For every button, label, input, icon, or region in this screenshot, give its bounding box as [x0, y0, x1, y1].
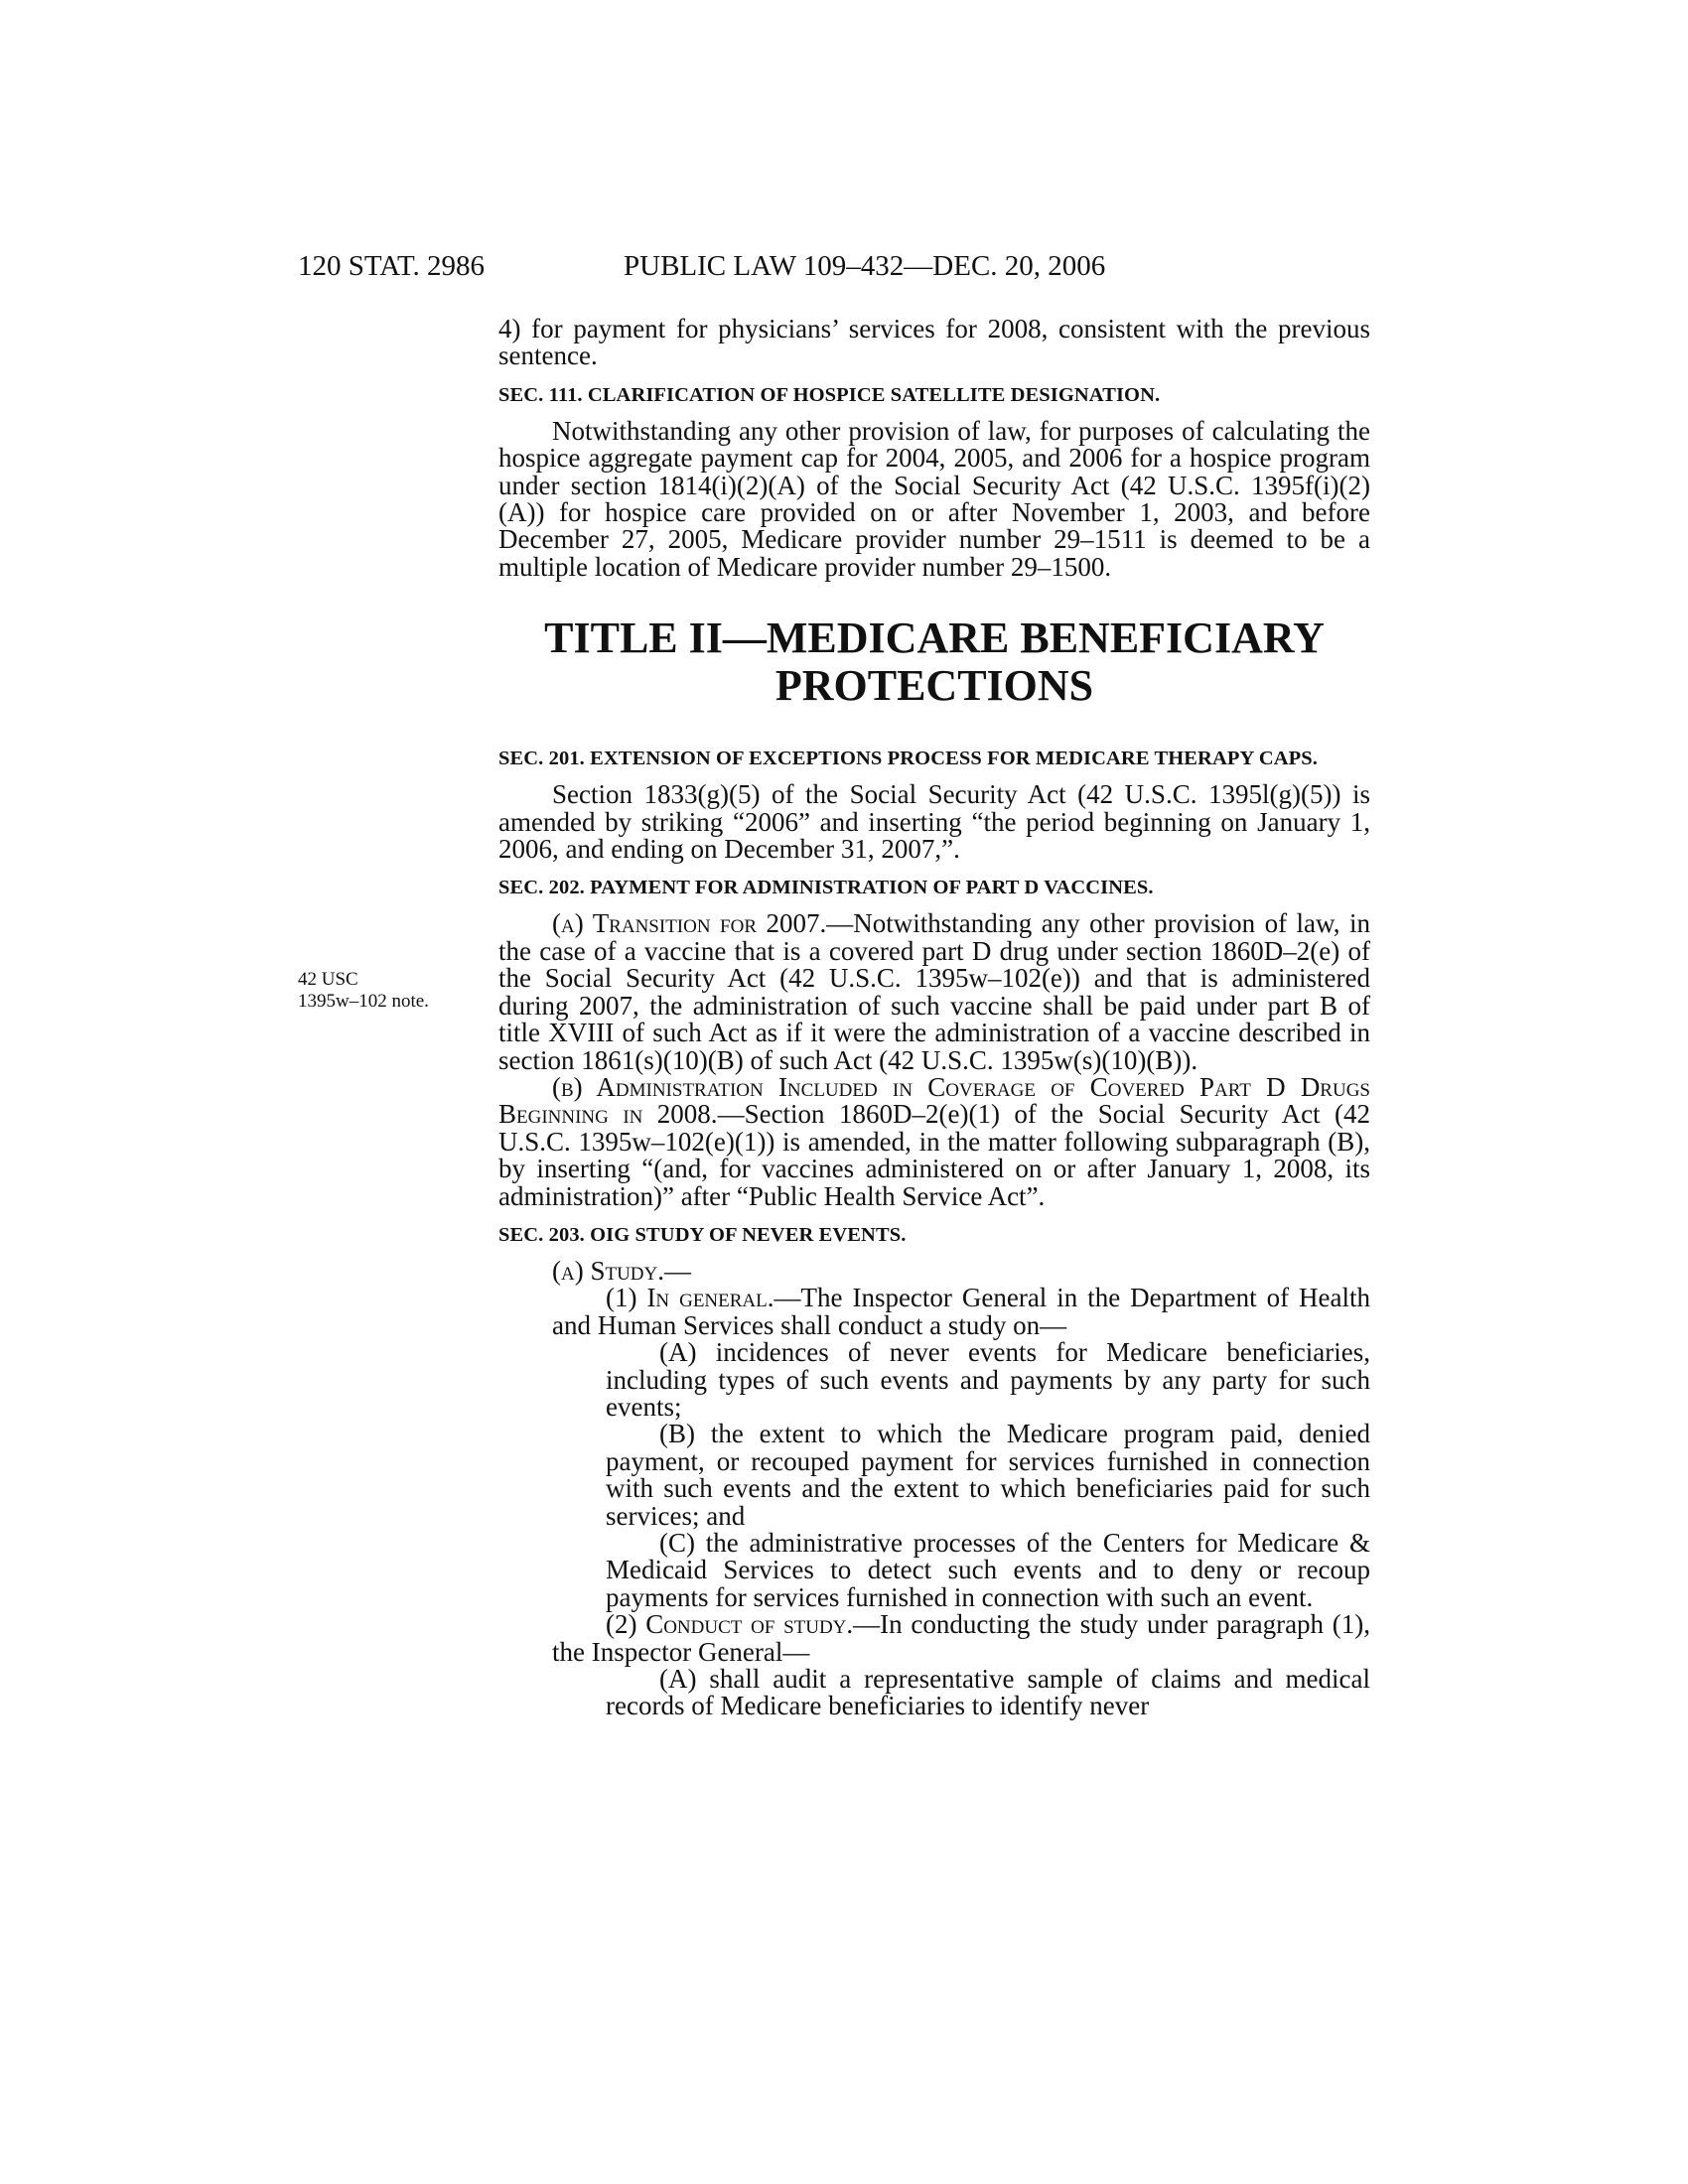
sec-202-subsection-b: [498, 1071, 1370, 1211]
title-ii-heading: [498, 614, 1370, 710]
subparagraph-b: (B) the extent to which the Medicare program paid, denied payment, or recouped payment for services furnished in connection with such events and the extent to which beneficiaries paid for such services; and: [606, 1419, 1370, 1531]
subsection-a-label: (a) Transition for 2007.: [552, 908, 827, 939]
public-law-citation: PUBLIC LAW 109–432—DEC. 20, 2006: [624, 250, 1106, 282]
paragraph-2-subparagraph-a: (A) shall audit a representative sample of claims and medical records of Medicare beneficiaries to identify never: [606, 1664, 1370, 1721]
study-dash: —: [664, 1255, 691, 1286]
sec-202-heading: SEC. 202. PAYMENT FOR ADMINISTRATION OF PART D VACCINES.: [498, 877, 1154, 899]
in-general-text: —The Inspector General in the Department of Health and Human Services shall conduct a study on—: [552, 1283, 1370, 1340]
margin-note-usc: [298, 969, 487, 1013]
margin-note-line: 42 USC: [298, 969, 358, 990]
title-ii-line1: TITLE II—MEDICARE BENEFICIARY: [544, 614, 1325, 663]
title-ii-line2: PROTECTIONS: [774, 661, 1094, 711]
paragraph-2: [498, 1611, 1370, 1666]
subsection-a-text: —Notwithstanding any other provision of law, in the case of a vaccine that is a covered part D drug under section 1860D–2(e) of the Social Security Act (42 U.S.C. 1395w–102(e)) and that is administered during 2007, the administration of such vaccine shall be paid under part B of title XVIII of such Act as if it were the administration of a vaccine described in section 1861(s)(10)(B) of such Act (42 U.S.C. 1395w(s)(10)(B)).: [498, 908, 1370, 1075]
sec-203-heading: SEC. 203. OIG STUDY OF NEVER EVENTS.: [498, 1223, 907, 1246]
conduct-of-study-text: —In conducting the study under paragraph (1), the Inspector General—: [552, 1609, 1370, 1667]
sec-111-text: Notwithstanding any other provision of law, for purposes of calculating the hospice aggregate payment cap for 2004, 2005, and 2006 for a hospice program under section 1814(i)(2)(A) of the Social Security Act (42 U.S.C. 1395f(i)(2)(A)) for hospice care provided on or after November 1, 2003, and before December 27, 2005, Medicare provider number 29–1511 is deemed to be a multiple location of Medicare provider number 29–1500.: [498, 415, 1370, 582]
subsection-b-text: —Section 1860D–2(e)(1) of the Social Security Act (42 U.S.C. 1395w–102(e)(1)) is amended, in the matter following subparagraph (B), by inserting “(and, for vaccines administered on or after January 1, 2008, its administration)” after “Public Health Service Act”.: [498, 1099, 1370, 1211]
subparagraph-a: (A) incidences of never events for Medicare beneficiaries, including types of such events and payments by any party for such events;: [606, 1337, 1370, 1422]
sec-202-subsection-a: [498, 910, 1370, 1073]
sec-111-heading: SEC. 111. CLARIFICATION OF HOSPICE SATELLITE DESIGNATION.: [498, 383, 1161, 406]
subparagraph-c: (C) the administrative processes of the Centers for Medicare & Medicaid Services to detect such events and to deny or recoup payments for services furnished in connection with such an event.: [606, 1528, 1370, 1612]
margin-note-line: 1395w–102 note.: [298, 991, 429, 1012]
sec-201-text: Section 1833(g)(5) of the Social Security Act (42 U.S.C. 1395l(g)(5)) is amended by striking “2006” and inserting “the period beginning on January 1, 2006, and ending on December 31, 2007,”.: [498, 779, 1370, 865]
sec-203-subsection-a: [498, 1255, 1370, 1286]
in-general-label: (1) In general.: [606, 1283, 774, 1313]
running-head: [298, 250, 1370, 290]
document-body: [498, 316, 1370, 1720]
paragraph-1: [498, 1285, 1370, 1339]
stat-page-number: 120 STAT. 2986: [298, 250, 486, 282]
conduct-of-study-label: (2) Conduct of study.: [606, 1609, 854, 1640]
intro-continuation: 4) for payment for physicians’ services for 2008, consistent with the previous sentence.: [498, 314, 1370, 371]
study-label: (a) Study.: [552, 1255, 664, 1286]
sec-201-heading: SEC. 201. EXTENSION OF EXCEPTIONS PROCESS FOR MEDICARE THERAPY CAPS.: [498, 748, 1319, 770]
subsection-b-label: (b) Administration Included in Coverage of Covered Part D Drugs Beginning in 2008.: [498, 1071, 1370, 1130]
